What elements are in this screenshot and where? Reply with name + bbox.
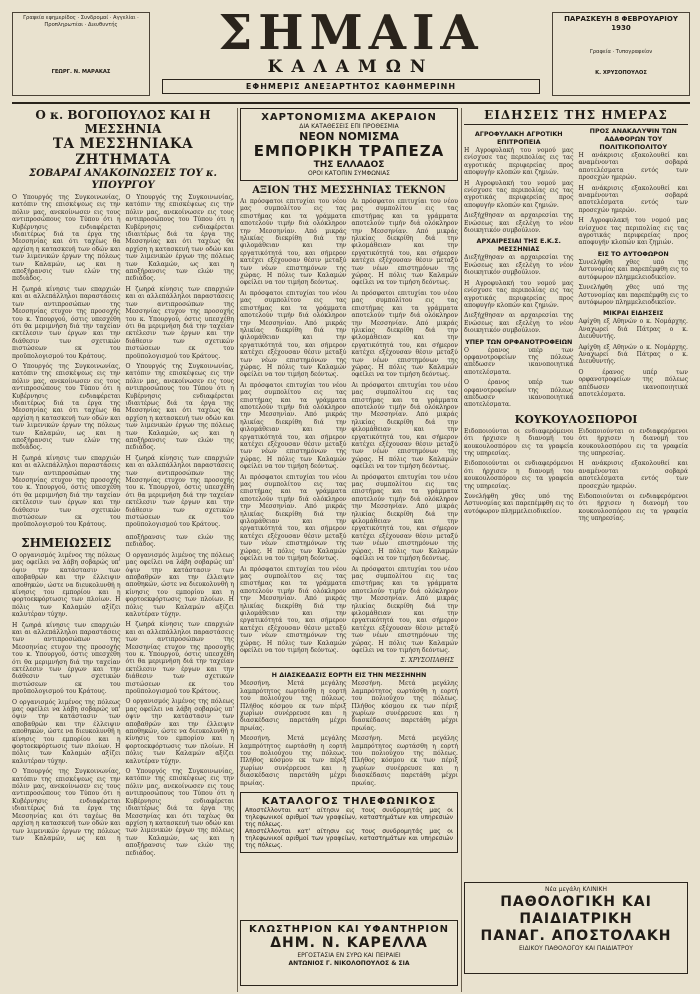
bank-ad-line: ΟΡΟΙ ΚΑΤΟΠΙΝ ΣΥΜΦΩΝΙΑΣ xyxy=(308,170,390,177)
masthead-left-text: Γραφεία εφημερίδος · Συνδρομαί · Αγγελίαι · Προπληρωτέαι · Διευθυντής xyxy=(23,15,139,28)
news-heading: ΑΡΧΑΙΡΕΣΙΑΙ ΤΗΣ Ε.Κ.Σ. ΜΕΣΣΗΝΙΑΣ xyxy=(476,237,561,254)
news-paragraph: Ειδοποιούνται οι ενδιαφερόμενοι ότι ήρχισεν η διανομή του κουκουλοσπόρου εις τα γραφεία της υπηρεσίας. xyxy=(578,427,688,457)
column-right xyxy=(464,108,688,992)
bank-ad-line: ΧΑΡΤΟΝΟΜΙΣΜΑ ΑΚΕΡΑΙΟΝ xyxy=(261,112,437,123)
masthead xyxy=(12,5,690,100)
textile-advertisement xyxy=(240,920,458,986)
article-paragraph: Ο Υπουργός της Συγκοινωνίας, κατόπιν της επισκέψεως εις την πόλιν μας, ανεκοίνωσεν εις τους αντιπροσώπους του Τύπου ότι η Κυβέρνησις ενδιαφέρεται ιδιαιτέρως διά τα έργα της Μεσσηνίας και ότι ταχέως θα αρχίση η κατασκευή των οδών και των λιμενικών έργων της πόλεως των Καλαμών, ως και η αποξήρανσις των ελών της πεδιάδος. xyxy=(12,194,121,283)
news-paragraph: Αφίχθη εξ Αθηνών ο κ. Νομάρχης. Αναχωρεί διά Πάτρας ο κ. Διευθυντής. xyxy=(578,343,688,366)
news-paragraph: Διεξήχθησαν αι αρχαιρεσίαι της Ενώσεως και εξελέγη το νέον διοικητικόν συμβούλιον. xyxy=(464,254,574,277)
newspaper-tagline: ΕΦΗΜΕΡΙΣ ΑΝΕΞΑΡΤΗΤΟΣ ΚΑΘΗΜΕΡΙΝΗ xyxy=(162,79,540,94)
news-paragraph: Η Αγροφυλακή του νομού μας ενίσχυσε τας περιπολίας εις τας αγροτικάς περιφερείας προς αποφυγήν κλοπών και ζημιών. xyxy=(578,217,688,247)
column-middle xyxy=(240,108,458,992)
article-title: ΑΞΙΟΝ ΤΗΣ ΜΕΣΣΗΝΙΑΣ ΤΕΚΝΟΝ xyxy=(252,185,446,196)
divider xyxy=(240,667,458,668)
news-paragraph: Ο έρανος υπέρ των ορφανοτροφείων της πόλεως απέδωσεν ικανοποιητικά αποτελέσματα. xyxy=(464,379,574,409)
textile-ad-line: ΕΡΓΟΣΤΑΣΙΑ ΕΝ ΣΥΡΩ ΚΑΙ ΠΕΙΡΑΙΕΙ xyxy=(297,952,401,959)
news-paragraph: Η Αγροφυλακή του νομού μας ενίσχυσε τας περιπολίας εις τας αγροτικάς περιφερείας προς αποφυγήν κλοπών και ζημιών. xyxy=(464,147,574,177)
clinic-ad-name: ΠΑΝΑΓ. ΑΠΟΣΤΟΛΑΚΗ xyxy=(480,928,672,944)
story-paragraph: Μεσσήνη. Μετά μεγάλης λαμπρότητος εωρτάσθη η εορτή του πολιούχου της πόλεως. Πλήθος κόσμου εκ των πέριξ χωρίων συνέρρευσε και η διασκέδασις παρετάθη μέχρι πρωίας. xyxy=(351,680,458,732)
news-heading: ΥΠΕΡ ΤΩΝ ΟΡΦΑΝΟΤΡΟΦΕΙΩΝ xyxy=(465,337,573,346)
lead-headline: ΤΑ ΜΕΣΣΗΝΙΑΚΑ ΖΗΤΗΜΑΤΑ xyxy=(52,136,194,168)
news-paragraph: Ο έρανος υπέρ των ορφανοτροφείων της πόλεως απέδωσεν ικανοποιητικά αποτελέσματα. xyxy=(578,368,688,398)
article-paragraph: Ο Υπουργός της Συγκοινωνίας, κατόπιν της επισκέψεως εις την πόλιν μας, ανεκοίνωσεν εις τους αντιπροσώπους του Τύπου ότι η Κυβέρνησις ενδιαφέρεται ιδιαιτέρως διά τα έργα της Μεσσηνίας και ότι ταχέως θα αρχίση η κατασκευή των οδών και των λιμενικών έργων της πόλεως των Καλαμών, ως και η αποξήρανσις των ελών της πεδιάδος. xyxy=(125,362,234,452)
news-paragraph: Η ανάκρισις εξακολουθεί και αναμένονται σοβαρά αποτελέσματα εντός των προσεχών ημερών. xyxy=(578,152,688,182)
news-paragraph: Η ανάκρισις εξακολουθεί και αναμένονται σοβαρά αποτελέσματα εντός των προσεχών ημερών. xyxy=(578,460,688,490)
notes-title: ΣΗΜΕΙΩΣΕΙΣ xyxy=(21,535,112,550)
lead-kicker: Ο κ. ΒΟΓΟΠΟΥΛΟΣ ΚΑΙ Η ΜΕΣΣΗΝΙΑ xyxy=(35,108,211,136)
notes-paragraph: Ο οργανισμός λιμένος της πόλεως μας οφείλει να λάβη σοβαρώς υπ' όψιν την κατάστασιν των αποβαθρών και την έλλειψιν αποθηκών, ώστε να διευκολυνθή η κίνησις του εμπορίου και η φορτοεκφόρτωσις των πλοίων. Η πόλις των Καλαμών αξίζει καλυτέραν τύχην. xyxy=(12,698,121,765)
news-paragraph: Η Αγροφυλακή του νομού μας ενίσχυσε τας περιπολίας εις τας αγροτικάς περιφερείας προς αποφυγήν κλοπών και ζημιών. xyxy=(464,279,574,309)
column-divider xyxy=(461,108,462,992)
article-paragraph: Ο Υπουργός της Συγκοινωνίας, κατόπιν της επισκέψεως εις την πόλιν μας, ανεκοίνωσεν εις τους αντιπροσώπους του Τύπου ότι η Κυβέρνησις ενδιαφέρεται ιδιαιτέρως διά τα έργα της Μεσσηνίας και ότι ταχέως θα αρχίση η κατασκευή των οδών και των λιμενικών έργων της πόλεως των Καλαμών, ως και η αποξήρανσις των ελών της πεδιάδος. xyxy=(12,362,121,452)
bank-ad-line: ΝΕΟΝ ΝΟΜΙΣΜΑ xyxy=(299,130,399,143)
notes-paragraph: Ο οργανισμός λιμένος της πόλεως μας οφείλει να λάβη σοβαρώς υπ' όψιν την κατάστασιν των αποβαθρών και την έλλειψιν αποθηκών, ώστε να διευκολυνθή η κίνησις του εμπορίου και η φορτοεκφόρτωσις των πλοίων. Η πόλις των Καλαμών αξίζει καλυτέραν τύχην. xyxy=(125,698,234,765)
news-heading: ΠΡΟΣ ΑΝΑΚΑΛΥΨΙΝ ΤΩΝ ΑΔΑΦΟΡΩΝ ΤΟΥ ΠΟΛΙΤΙΚΟΠΟΛΙΤΟΥ xyxy=(589,127,677,151)
story-paragraph: Μεσσήνη. Μετά μεγάλης λαμπρότητος εωρτάσθη η εορτή του πολιούχου της πόλεως. Πλήθος κόσμου εκ των πέριξ χωρίων συνέρρευσε και η διασκέδασις παρετάθη μέχρι πρωίας. xyxy=(351,735,458,787)
news-paragraph: Ο έρανος υπέρ των ορφανοτροφείων της πόλεως απέδωσεν ικανοποιητικά αποτελέσματα. xyxy=(464,346,574,376)
news-paragraph: Ειδοποιούνται οι ενδιαφερόμενοι ότι ήρχισεν η διανομή του κουκουλοσπόρου εις τα γραφεία της υπηρεσίας. xyxy=(578,493,688,523)
phone-catalog-text: Αποστέλλονται κατ' αίτησιν εις τους συνδρομητάς μας οι τηλεφωνικοί αριθμοί των γραφείων, καταστημάτων και υπηρεσιών της πόλεως. xyxy=(245,828,453,850)
news-paragraph: Συνελήφθη χθες υπό της Αστυνομίας και παρεπέμφθη εις το αυτόφωρον πλημμελειοδικείον. xyxy=(578,258,688,281)
textile-ad-agent: ΑΝΤΩΝΙΟΣ Γ. ΝΙΚΟΛΟΠΟΥΛΟΣ & ΣΙΑ xyxy=(288,960,410,967)
masthead-director: ΓΕΩΡΓ. Ν. ΜΑΡΑΚΑΣ xyxy=(51,69,111,75)
news-paragraph: Συνελήφθη χθες υπό της Αστυνομίας και παρεπέμφθη εις το αυτόφωρον πλημμελειοδικείον. xyxy=(578,284,688,306)
news-heading: ΜΙΚΡΑΙ ΕΙΔΗΣΕΙΣ xyxy=(603,309,664,318)
news-paragraph: Η ανάκρισις εξακολουθεί και αναμένονται σοβαρά αποτελέσματα εντός των προσεχών ημερών. xyxy=(578,184,688,214)
column-divider xyxy=(237,108,238,992)
story-paragraph: Μεσσήνη. Μετά μεγάλης λαμπρότητος εωρτάσθη η εορτή του πολιούχου της πόλεως. Πλήθος κόσμου εκ των πέριξ χωρίων συνέρρευσε και η διασκέδασις παρετάθη μέχρι πρωίας. xyxy=(240,680,347,732)
article-paragraph: Αι πρόσφατοι επιτυχίαι του νέου μας συμπολίτου εις τας επιστήμας και τα γράμματα αποτελούν τιμήν διά ολόκληρον την Μεσσηνίαν. Από μικράς ηλικίας διεκρίθη διά την φιλομάθειαν και την εργατικότητά του, και σήμερον κατέχει εξέχουσαν θέσιν μεταξύ των νέων επιστημόνων της χώρας. Η πόλις των Καλαμών οφείλει να τον τιμήση δεόντως. xyxy=(240,289,347,379)
news-paragraph: Διεξήχθησαν αι αρχαιρεσίαι της Ενώσεως και εξελέγη το νέον διοικητικόν συμβούλιον. xyxy=(464,312,574,335)
news-paragraph: Διεξήχθησαν αι αρχαιρεσίαι της Ενώσεως και εξελέγη το νέον διοικητικόν συμβούλιον. xyxy=(464,212,574,235)
article-paragraph: Η ζωηρά κίνησις των επαρχιών και αι αλλεπάλληλοι παραστάσεις των αντιπροσώπων της Μεσσηνίας ετυχον της προσοχής του κ. Υπουργού, όστις υπεσχέθη ότι θα μεριμνήση διά την ταχείαν εκτέλεσιν των έργων και την διάθεσιν των σχετικών πιστώσεων εκ του προϋπολογισμού του Κράτους. xyxy=(125,285,234,360)
article-paragraph: Αι πρόσφατοι επιτυχίαι του νέου μας συμπολίτου εις τας επιστήμας και τα γράμματα αποτελούν τιμήν διά ολόκληρον την Μεσσηνίαν. Από μικράς ηλικίας διεκρίθη διά την φιλομάθειαν και την εργατικότητά του, και σήμερον κατέχει εξέχουσαν θέσιν μεταξύ των νέων επιστημόνων της χώρας. Η πόλις των Καλαμών οφείλει να τον τιμήση δεόντως. xyxy=(351,565,458,654)
newspaper-title: ΣΗΜΑΙΑ xyxy=(218,5,484,61)
article-paragraph: Η ζωηρά κίνησις των επαρχιών και αι αλλεπάλληλοι παραστάσεις των αντιπροσώπων της Μεσσηνίας ετυχον της προσοχής του κ. Υπουργού, όστις υπεσχέθη ότι θα μεριμνήση διά την ταχείαν εκτέλεσιν των έργων και την διάθεσιν των σχετικών πιστώσεων εκ του προϋπολογισμού του Κράτους. xyxy=(12,285,121,360)
bank-ad-line: ΤΗΣ ΕΛΛΑΔΟΣ xyxy=(313,160,385,170)
masthead-center xyxy=(162,5,540,94)
story-body xyxy=(240,680,458,790)
article-paragraph: Η ζωηρά κίνησις των επαρχιών και αι αλλεπάλληλοι παραστάσεις των αντιπροσώπων της Μεσσηνίας ετυχον της προσοχής του κ. Υπουργού, όστις υπεσχέθη ότι θα μεριμνήση διά την ταχείαν εκτέλεσιν των έργων και την διάθεσιν των σχετικών πιστώσεων εκ του προϋπολογισμού του Κράτους. xyxy=(12,454,121,529)
article-signature: Σ. ΧΡΥΣΟΠΑΘΗΣ xyxy=(400,657,454,665)
masthead-right-box xyxy=(552,12,690,96)
story-paragraph: Μεσσήνη. Μετά μεγάλης λαμπρότητος εωρτάσθη η εορτή του πολιούχου της πόλεως. Πλήθος κόσμου εκ των πέριξ χωρίων συνέρρευσε και η διασκέδασις παρετάθη μέχρι πρωίας. xyxy=(240,735,347,787)
article-paragraph: Η ζωηρά κίνησις των επαρχιών και αι αλλεπάλληλοι παραστάσεις των αντιπροσώπων της Μεσσηνίας ετυχον της προσοχής του κ. Υπουργού, όστις υπεσχέθη ότι θα μεριμνήση διά την ταχείαν εκτέλεσιν των έργων και την διάθεσιν των σχετικών πιστώσεων εκ του προϋπολογισμού του Κράτους. xyxy=(125,454,234,529)
lead-subhead: ΣΟΒΑΡΑΙ ΑΝΑΚΟΙΝΩΣΕΙΣ ΤΟΥ κ. ΥΠΟΥΡΓΟΥ xyxy=(29,168,217,191)
clinic-ad-title: ΠΑΘΟΛΟΓΙΚΗ ΚΑΙ ΠΑΙΔΙΑΤΡΙΚΗ xyxy=(500,894,652,927)
notes-paragraph: Η ζωηρά κίνησις των επαρχιών και αι αλλεπάλληλοι παραστάσεις των αντιπροσώπων της Μεσσηνίας ετυχον της προσοχής του κ. Υπουργού, όστις υπεσχέθη ότι θα μεριμνήση διά την ταχείαν εκτέλεσιν των έργων και την διάθεσιν των σχετικών πιστώσεων εκ του προϋπολογισμού του Κράτους. xyxy=(12,621,121,696)
article-paragraph: Αι πρόσφατοι επιτυχίαι του νέου μας συμπολίτου εις τας επιστήμας και τα γράμματα αποτελούν τιμήν διά ολόκληρον την Μεσσηνίαν. Από μικράς ηλικίας διεκρίθη διά την φιλομάθειαν και την εργατικότητά του, και σήμερον κατέχει εξέχουσαν θέσιν μεταξύ των νέων επιστημόνων της χώρας. Η πόλις των Καλαμών οφείλει να τον τιμήση δεόντως. xyxy=(351,473,458,563)
news-heading: ΚΟΥΚΟΥΛΟΣΠΟΡΟΙ xyxy=(514,412,638,426)
article-paragraph: Αι πρόσφατοι επιτυχίαι του νέου μας συμπολίτου εις τας επιστήμας και τα γράμματα αποτελούν τιμήν διά ολόκληρον την Μεσσηνίαν. Από μικράς ηλικίας διεκρίθη διά την φιλομάθειαν και την εργατικότητά του, και σήμερον κατέχει εξέχουσαν θέσιν μεταξύ των νέων επιστημόνων της χώρας. Η πόλις των Καλαμών οφείλει να τον τιμήση δεόντως. xyxy=(240,381,347,471)
clinic-advertisement xyxy=(464,882,688,974)
news-paragraph: Η Αγροφυλακή του νομού μας ενίσχυσε τας περιπολίας εις τας αγροτικάς περιφερείας προς αποφυγήν κλοπών και ζημιών. xyxy=(464,179,574,209)
article-paragraph: Ο Υπουργός της Συγκοινωνίας, κατόπιν της επισκέψεως εις την πόλιν μας, ανεκοίνωσεν εις τους αντιπροσώπους του Τύπου ότι η Κυβέρνησις ενδιαφέρεται ιδιαιτέρως διά τα έργα της Μεσσηνίας και ότι ταχέως θα αρχίση η κατασκευή των οδών και των λιμενικών έργων της πόλεως των Καλαμών, ως και η αποξήρανσις των ελών της πεδιάδος. xyxy=(125,194,234,283)
news-heading: ΕΙΣ ΤΟ ΑΥΤΟΦΩΡΟΝ xyxy=(597,249,669,258)
notes-section xyxy=(12,534,234,857)
phone-catalog-text: Αποστέλλονται κατ' αίτησιν εις τους συνδρομητάς μας οι τηλεφωνικοί αριθμοί των γραφείων, καταστημάτων και υπηρεσιών της πόλεως. xyxy=(245,807,453,829)
textile-ad-name: ΔΗΜ. Ν. ΚΑΡΕΛΛΑ xyxy=(270,935,428,951)
news-heading: ΑΓΡΟΦΥΛΑΚΗ ΑΓΡΟΤΙΚΗ ΕΠΙΤΡΟΠΕΙΑ xyxy=(474,130,563,146)
article-paragraph: Αι πρόσφατοι επιτυχίαι του νέου μας συμπολίτου εις τας επιστήμας και τα γράμματα αποτελούν τιμήν διά ολόκληρον την Μεσσηνίαν. Από μικράς ηλικίας διεκρίθη διά την φιλομάθειαν και την εργατικότητά του, και σήμερον κατέχει εξέχουσαν θέσιν μεταξύ των νέων επιστημόνων της χώρας. Η πόλις των Καλαμών οφείλει να τον τιμήση δεόντως. xyxy=(240,198,347,287)
masthead-rule xyxy=(12,102,690,104)
masthead-right-text: Γραφεία · Τυπογραφείον xyxy=(589,49,653,55)
notes-paragraph: Ο Υπουργός της Συγκοινωνίας, κατόπιν της επισκέψεως εις την πόλιν μας, ανεκοίνωσεν εις τους αντιπροσώπους του Τύπου ότι η Κυβέρνησις ενδιαφέρεται ιδιαιτέρως διά τα έργα της Μεσσηνίας και ότι ταχέως θα αρχίση η κατασκευή των οδών και των λιμενικών έργων της πόλεως των Καλαμών, ως και η αποξήρανσις των ελών της πεδιάδος. xyxy=(12,533,234,842)
article-body xyxy=(240,198,458,657)
article-paragraph: Αι πρόσφατοι επιτυχίαι του νέου μας συμπολίτου εις τας επιστήμας και τα γράμματα αποτελούν τιμήν διά ολόκληρον την Μεσσηνίαν. Από μικράς ηλικίας διεκρίθη διά την φιλομάθειαν και την εργατικότητά του, και σήμερον κατέχει εξέχουσαν θέσιν μεταξύ των νέων επιστημόνων της χώρας. Η πόλις των Καλαμών οφείλει να τον τιμήση δεόντως. xyxy=(351,381,458,471)
bank-advertisement xyxy=(240,108,458,181)
phone-catalog-box xyxy=(240,792,458,853)
story-title: Η ΔΙΑΣΚΕΔΑΣΙΣ ΕΟΡΤΗ ΕΙΣ ΤΗΝ ΜΕΣΣΗΝΗΝ xyxy=(271,671,427,680)
news-paragraph: Ειδοποιούνται οι ενδιαφερόμενοι ότι ήρχισεν η διανομή του κουκουλοσπόρου εις τα γραφεία της υπηρεσίας. xyxy=(464,427,574,457)
masthead-publisher: Κ. ΧΡΥΣΟΠΟΥΛΟΣ xyxy=(595,70,647,76)
masthead-left-box xyxy=(12,12,150,96)
bank-ad-name: ΕΜΠΟΡΙΚΗ ΤΡΑΠΕΖΑ xyxy=(253,142,445,160)
news-items xyxy=(464,428,688,523)
notes-paragraph: Ο Υπουργός της Συγκοινωνίας, κατόπιν της επισκέψεως εις την πόλιν μας, ανεκοίνωσεν εις τους αντιπροσώπους του Τύπου ότι η Κυβέρνησις ενδιαφέρεται ιδιαιτέρως διά τα έργα της Μεσσηνίας και ότι ταχέως θα αρχίση η κατασκευή των οδών και των λιμενικών έργων της πόλεως των Καλαμών, ως και η αποξήρανσις των ελών της πεδιάδος. xyxy=(125,768,234,857)
article-paragraph: Αι πρόσφατοι επιτυχίαι του νέου μας συμπολίτου εις τας επιστήμας και τα γράμματα αποτελούν τιμήν διά ολόκληρον την Μεσσηνίαν. Από μικράς ηλικίας διεκρίθη διά την φιλομάθειαν και την εργατικότητά του, και σήμερον κατέχει εξέχουσαν θέσιν μεταξύ των νέων επιστημόνων της χώρας. Η πόλις των Καλαμών οφείλει να τον τιμήση δεόντως. xyxy=(351,289,458,379)
textile-ad-line: ΚΛΩΣΤΗΡΙΟΝ ΚΑΙ ΥΦΑΝΤΗΡΙΟΝ xyxy=(248,924,450,935)
article-paragraph: Αι πρόσφατοι επιτυχίαι του νέου μας συμπολίτου εις τας επιστήμας και τα γράμματα αποτελούν τιμήν διά ολόκληρον την Μεσσηνίαν. Από μικράς ηλικίας διεκρίθη διά την φιλομάθειαν και την εργατικότητά του, και σήμερον κατέχει εξέχουσαν θέσιν μεταξύ των νέων επιστημόνων της χώρας. Η πόλις των Καλαμών οφείλει να τον τιμήση δεόντως. xyxy=(351,198,458,287)
column-left xyxy=(12,108,234,992)
lead-article xyxy=(12,194,234,532)
article-paragraph: Αι πρόσφατοι επιτυχίαι του νέου μας συμπολίτου εις τας επιστήμας και τα γράμματα αποτελούν τιμήν διά ολόκληρον την Μεσσηνίαν. Από μικράς ηλικίας διεκρίθη διά την φιλομάθειαν και την εργατικότητά του, και σήμερον κατέχει εξέχουσαν θέσιν μεταξύ των νέων επιστημόνων της χώρας. Η πόλις των Καλαμών οφείλει να τον τιμήση δεόντως. xyxy=(240,473,347,563)
clinic-ad-line: Νέα μεγάλη ΚΛΙΝΙΚΗ xyxy=(545,886,607,893)
article-paragraph: Αι πρόσφατοι επιτυχίαι του νέου μας συμπολίτου εις τας επιστήμας και τα γράμματα αποτελούν τιμήν διά ολόκληρον την Μεσσηνίαν. Από μικράς ηλικίας διεκρίθη διά την φιλομάθειαν και την εργατικότητά του, και σήμερον κατέχει εξέχουσαν θέσιν μεταξύ των νέων επιστημόνων της χώρας. Η πόλις των Καλαμών οφείλει να τον τιμήση δεόντως. xyxy=(240,565,347,654)
notes-paragraph: Ο οργανισμός λιμένος της πόλεως μας οφείλει να λάβη σοβαρώς υπ' όψιν την κατάστασιν των αποβαθρών και την έλλειψιν αποθηκών, ώστε να διευκολυνθή η κίνησις του εμπορίου και η φορτοεκφόρτωσις των πλοίων. Η πόλις των Καλαμών αξίζει καλυτέραν τύχην. xyxy=(125,551,234,618)
news-paragraph: Ειδοποιούνται οι ενδιαφερόμενοι ότι ήρχισεν η διανομή του κουκουλοσπόρου εις τα γραφεία της υπηρεσίας. xyxy=(464,460,574,490)
news-paragraph: Συνελήφθη χθες υπό της Αστυνομίας και παρεπέμφθη εις το αυτόφωρον πλημμελειοδικείον. xyxy=(464,493,574,515)
notes-paragraph: Η ζωηρά κίνησις των επαρχιών και αι αλλεπάλληλοι παραστάσεις των αντιπροσώπων της Μεσσηνίας ετυχον της προσοχής του κ. Υπουργού, όστις υπεσχέθη ότι θα μεριμνήση διά την ταχείαν εκτέλεσιν των έργων και την διάθεσιν των σχετικών πιστώσεων εκ του προϋπολογισμού του Κράτους. xyxy=(125,621,234,695)
news-paragraph: Αφίχθη εξ Αθηνών ο κ. Νομάρχης. Αναχωρεί διά Πάτρας ο κ. Διευθυντής. xyxy=(578,318,688,341)
newspaper-subtitle: ΚΑΛΑΜΩΝ xyxy=(267,57,435,77)
bank-ad-line: ΔΙΑ ΚΑΤΑΘΕΣΕΙΣ ΕΠΙ ΠΡΟΘΕΣΜΙΑ xyxy=(299,123,399,130)
news-items xyxy=(464,127,688,409)
phone-catalog-title: ΚΑΤΑΛΟΓΟΣ ΤΗΛΕΦΩΝΙΚΟΣ xyxy=(261,796,437,808)
issue-date: ΠΑΡΑΣΚΕΥΗ 8 ΦΕΒΡΟΥΑΡΙΟΥ 1930 xyxy=(564,15,678,32)
news-of-the-day-title: ΕΙΔΗΣΕΙΣ ΤΗΣ ΗΜΕΡΑΣ xyxy=(464,108,688,125)
notes-paragraph: Ο οργανισμός λιμένος της πόλεως μας οφείλει να λάβη σοβαρώς υπ' όψιν την κατάστασιν των αποβαθρών και την έλλειψιν αποθηκών, ώστε να διευκολυνθή η κίνησις του εμπορίου και η φορτοεκφόρτωσις των πλοίων. Η πόλις των Καλαμών αξίζει καλυτέραν τύχην. xyxy=(12,551,121,619)
columns xyxy=(12,108,690,992)
clinic-ad-line: ΕΙΔΙΚΟΥ ΠΑΘΟΛΟΓΟΥ ΚΑΙ ΠΑΙΔΙΑΤΡΟΥ xyxy=(519,945,633,952)
